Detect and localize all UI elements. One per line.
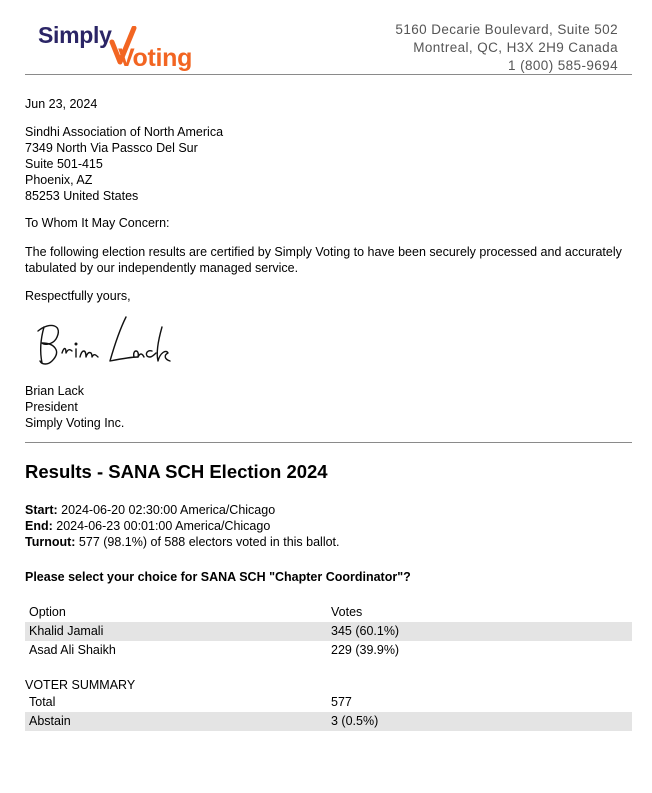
section-divider — [25, 442, 632, 443]
address-line-2: Montreal, QC, H3X 2H9 Canada — [413, 40, 618, 55]
address-phone: 1 (800) 585-9694 — [508, 58, 618, 73]
column-header-option: Option — [29, 605, 66, 619]
letter-body: The following election results are certified by Simply Voting to have been securely processed and accurately tabulated by our independently managed service. — [25, 245, 622, 275]
summary-label: Abstain — [29, 714, 71, 728]
signer-company: Simply Voting Inc. — [25, 416, 125, 430]
option-name: Asad Ali Shaikh — [29, 643, 116, 657]
recipient-line: Sindhi Association of North America — [25, 125, 224, 139]
turnout-value: 577 (98.1%) of 588 electors voted in this ballot. — [75, 535, 340, 549]
option-votes: 229 (39.9%) — [331, 643, 400, 657]
salutation: To Whom It May Concern: — [25, 216, 170, 230]
results-title: Results - SANA SCH Election 2024 — [25, 461, 328, 482]
letter-date: Jun 23, 2024 — [25, 97, 98, 111]
signer-title: President — [25, 400, 78, 414]
table-header-row — [25, 603, 632, 622]
recipient-line: Suite 501-415 — [25, 157, 103, 171]
voter-summary-table — [25, 693, 632, 731]
summary-label: Total — [29, 695, 56, 709]
option-name: Khalid Jamali — [29, 624, 104, 638]
turnout-label: Turnout: — [25, 535, 76, 549]
closing: Respectfully yours, — [25, 289, 131, 303]
election-meta — [25, 502, 340, 550]
address-line-1: 5160 Decarie Boulevard, Suite 502 — [395, 22, 618, 37]
recipient-address — [25, 124, 223, 204]
header-divider — [25, 74, 632, 75]
column-header-votes: Votes — [331, 605, 363, 619]
recipient-line: 85253 United States — [25, 189, 139, 203]
results-table — [25, 603, 632, 660]
logo-word-simply: Simply — [38, 22, 112, 48]
option-votes: 345 (60.1%) — [331, 624, 400, 638]
logo-word-voting: Voting — [118, 44, 193, 72]
start-label: Start: — [25, 503, 58, 517]
end-value: 2024-06-23 00:01:00 America/Chicago — [52, 519, 271, 533]
summary-row — [25, 712, 632, 731]
signature-image — [34, 313, 174, 373]
end-label: End: — [25, 519, 53, 533]
signer-block — [25, 383, 124, 431]
start-value: 2024-06-20 02:30:00 America/Chicago — [57, 503, 276, 517]
voter-summary-heading: VOTER SUMMARY — [25, 678, 136, 692]
recipient-line: 7349 North Via Passco Del Sur — [25, 141, 198, 155]
simply-voting-logo — [38, 22, 198, 76]
company-address — [395, 21, 618, 75]
recipient-line: Phoenix, AZ — [25, 173, 93, 187]
turnout-line — [25, 534, 340, 550]
table-row — [25, 622, 632, 641]
start-line — [25, 502, 340, 518]
summary-row — [25, 693, 632, 712]
ballot-question: Please select your choice for SANA SCH "Chapter Coordinator"? — [25, 570, 411, 584]
end-line — [25, 518, 340, 534]
table-row — [25, 641, 632, 660]
summary-value: 577 — [331, 695, 352, 709]
summary-value: 3 (0.5%) — [331, 714, 379, 728]
signer-name: Brian Lack — [25, 384, 85, 398]
